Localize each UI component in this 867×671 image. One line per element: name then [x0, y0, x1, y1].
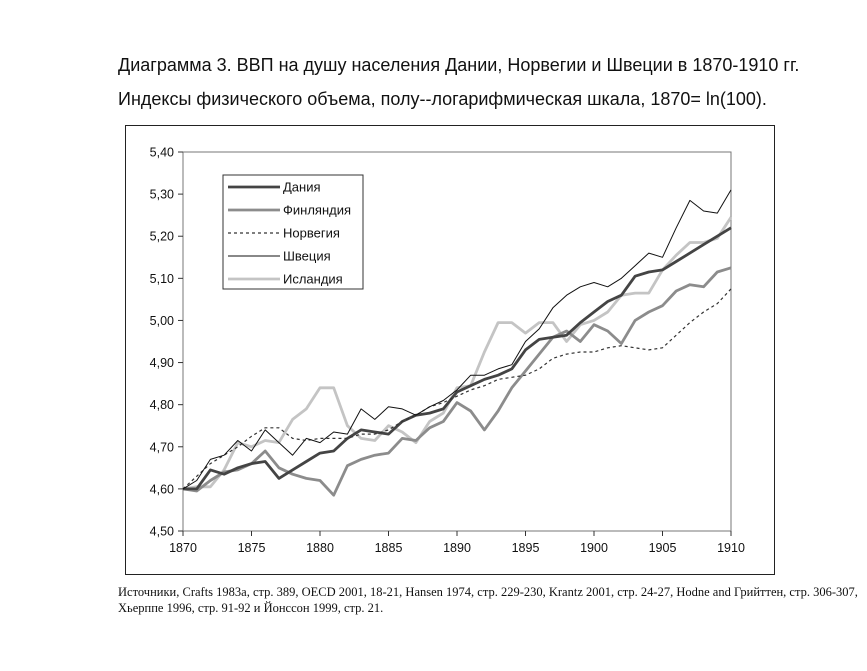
- source-note: Источники, Crafts 1983a, стр. 389, OECD 2001, 18-21, Hansen 1974, стр. 229-230, Krantz 2001, стр. 24-27, Hodne and Грийттен, стр. 306-307, Хьерппе 1996, стр. 91-92 и Йонссон 1999, стр. 21.: [118, 585, 858, 615]
- y-tick-label: 5,00: [149, 313, 174, 328]
- x-tick-label: 1895: [511, 541, 540, 555]
- x-tick-label: 1870: [169, 541, 197, 555]
- legend-label: Исландия: [283, 271, 343, 287]
- legend-label: Финляндия: [283, 202, 352, 218]
- x-tick-label: 1900: [580, 541, 608, 555]
- chart-title-line2: Индексы физического объема, полу--логарифмическая шкала, 1870= ln(100).: [118, 89, 767, 109]
- legend-label: Дания: [283, 179, 321, 195]
- legend-label: Швеция: [283, 248, 331, 264]
- chart-title-line1: Диаграмма 3. ВВП на душу населения Дании, Норвегии и Швеции в 1870-1910 гг.: [118, 55, 800, 75]
- y-tick-label: 4,90: [149, 356, 174, 371]
- y-tick-label: 5,20: [149, 229, 174, 244]
- y-tick-label: 5,40: [149, 145, 174, 160]
- y-tick-label: 4,50: [149, 524, 174, 539]
- y-tick-label: 5,10: [149, 271, 174, 286]
- legend-label: Норвегия: [283, 225, 340, 241]
- x-tick-label: 1905: [648, 541, 677, 555]
- x-tick-label: 1890: [443, 541, 471, 555]
- x-tick-label: 1910: [717, 541, 745, 555]
- x-tick-label: 1880: [306, 541, 334, 555]
- y-tick-label: 4,70: [149, 440, 174, 455]
- y-tick-label: 5,30: [149, 187, 174, 202]
- y-tick-label: 4,60: [149, 482, 174, 497]
- x-tick-label: 1885: [374, 541, 403, 555]
- x-tick-label: 1875: [237, 541, 266, 555]
- y-tick-label: 4,80: [149, 398, 174, 413]
